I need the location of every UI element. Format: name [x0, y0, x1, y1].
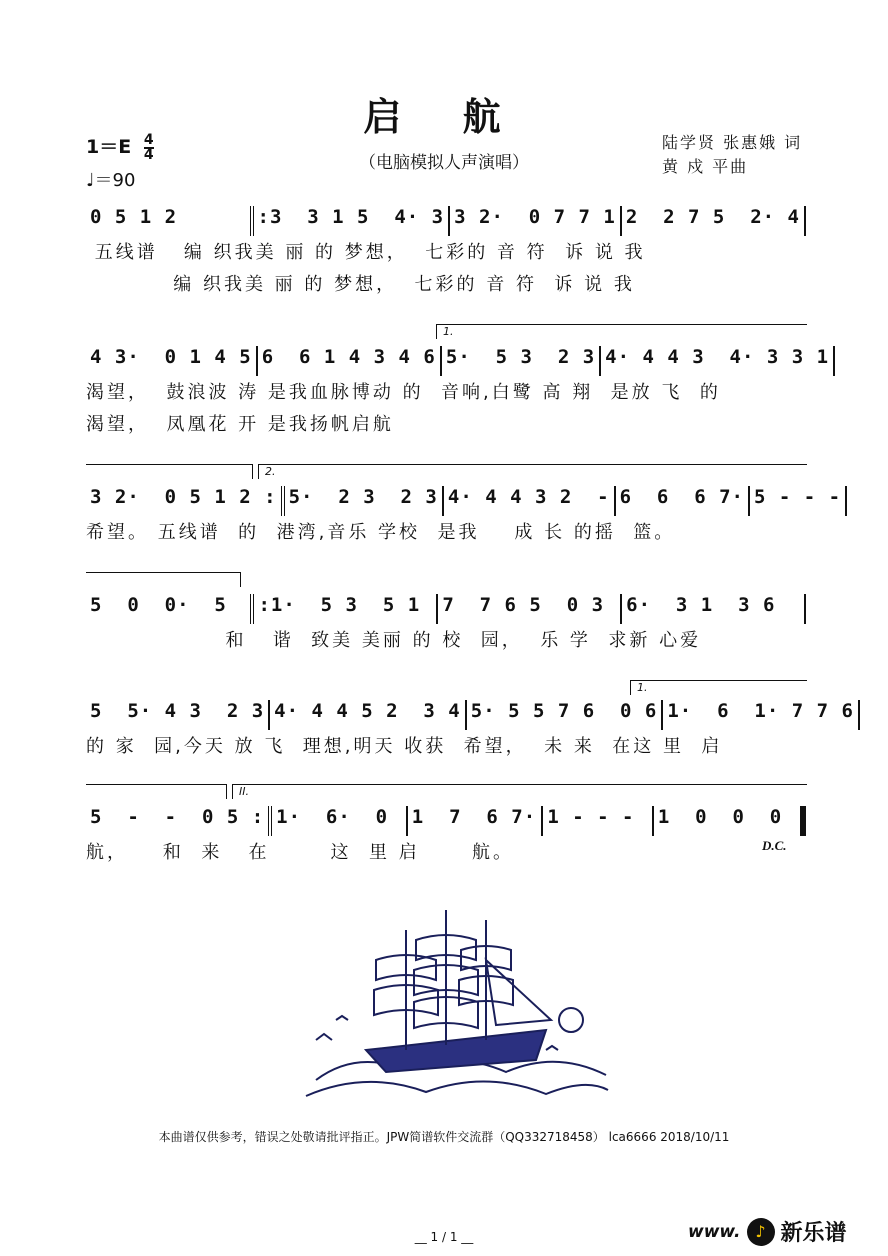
volta-bracket-2: II.	[232, 784, 807, 799]
lyric-line: 编 织我美 丽 的 梦想， 七彩的 音 符 诉 说 我	[86, 274, 635, 295]
measure: 5· 5 5 7 6 0 6	[465, 700, 662, 730]
brand-name: 新乐谱	[780, 1221, 847, 1246]
measure: 7 7 6 5 0 3	[436, 594, 620, 624]
composer-credit: 黄 戍 平曲	[662, 157, 749, 176]
time-bottom: 4	[143, 146, 154, 163]
measure: 1· 6· 0	[276, 806, 389, 828]
time-top: 4	[143, 131, 154, 148]
key-label: 1＝E	[86, 136, 132, 158]
score-system-1	[86, 206, 806, 236]
key-signature	[86, 132, 154, 162]
lyric-line: 的 家 园,今天 放 飞 理想,明天 收获 希望， 未 来 在这 里 启	[86, 736, 723, 757]
measure: 1· 6 1· 7 7 6	[661, 700, 860, 730]
measure: 6 6 6 7·	[614, 486, 748, 516]
volta-continuation	[86, 464, 253, 479]
measure: 3 2· 0 5 1 2 :	[86, 486, 285, 516]
measure: 2 2 7 5 2· 4	[620, 206, 806, 236]
dc-marking: D.C.	[762, 838, 787, 853]
music-note-icon: ♪	[747, 1218, 775, 1246]
page-number: __ 1 / 1 __	[414, 1230, 474, 1244]
lyric-line: 和 谐 致美 美丽 的 校 园， 乐 学 求新 心爱	[86, 630, 702, 651]
measure: 3 2· 0 7 7 1	[448, 206, 620, 236]
measure: 0 5 1 2	[90, 206, 178, 228]
ship-illustration	[296, 900, 612, 1110]
lyricist-credit: 陆学贤 张惠娥 词	[662, 133, 803, 152]
lyric-line: 五线谱 编 织我美 丽 的 梦想， 七彩的 音 符 诉 说 我	[86, 242, 646, 263]
volta-bracket-1: 1.	[436, 324, 807, 339]
measure: 4· 4 4 3 2 -	[442, 486, 614, 516]
volta-continuation	[86, 784, 227, 799]
measure: 1 - - -	[541, 806, 653, 836]
volta-continuation	[86, 572, 241, 587]
measure: 1 0 0 0	[654, 806, 806, 836]
measure: 5 - - 0 5 :	[86, 806, 272, 836]
subtitle: （电脑模拟人声演唱）	[359, 153, 529, 173]
score-system-3	[86, 486, 842, 516]
measure: 5 0 0· 5	[86, 594, 254, 624]
volta-bracket-2: 2.	[258, 464, 807, 479]
measure: :3 3 1 5 4· 3	[250, 206, 449, 236]
measure: 5· 2 3 2 3	[288, 486, 438, 508]
tempo-marking: ♩＝90	[86, 170, 136, 191]
site-text: www.	[688, 1221, 741, 1242]
measure: 6· 3 1 3 6	[620, 594, 806, 624]
measure: 5 - - -	[748, 486, 847, 516]
lyric-line: 渴望， 鼓浪波 涛 是我血脉博动 的 音响,白鹭 高 翔 是放 飞 的	[86, 382, 721, 403]
measure: 5 5· 4 3 2 3	[90, 700, 265, 722]
time-signature	[143, 131, 154, 163]
lyric-line: 渴望， 凤凰花 开 是我扬帆启航	[86, 414, 394, 435]
page-title: 启 航	[363, 95, 525, 139]
volta-bracket-1: 1.	[630, 680, 807, 695]
measure: 6 6 1 4 3 4 6	[256, 346, 440, 376]
measure: 4· 4 4 5 2 3 4	[268, 700, 465, 730]
measure: 1 7 6 7·	[406, 806, 542, 836]
score-system-6	[86, 806, 806, 836]
score-system-2	[86, 346, 830, 376]
measure: 4 3· 0 1 4 5	[90, 346, 252, 368]
measure: :1· 5 3 5 1	[258, 594, 421, 616]
measure: 5· 5 3 2 3	[440, 346, 599, 376]
footer-note: 本曲谱仅供参考，错误之处敬请批评指正。JPW简谱软件交流群（QQ332718458） lca6666 2018/10/11	[158, 1130, 730, 1144]
measure: 4· 4 4 3 4· 3 3 1	[599, 346, 835, 376]
lyric-line: 希望。 五线谱 的 港湾,音乐 学校 是我 成 长 的摇 篮。	[86, 522, 676, 543]
score-system-5	[86, 700, 854, 730]
brand-watermark	[688, 1216, 847, 1247]
score-system-4	[86, 594, 806, 624]
lyric-line: 航， 和 来 在 这 里 启 航。	[86, 842, 515, 863]
